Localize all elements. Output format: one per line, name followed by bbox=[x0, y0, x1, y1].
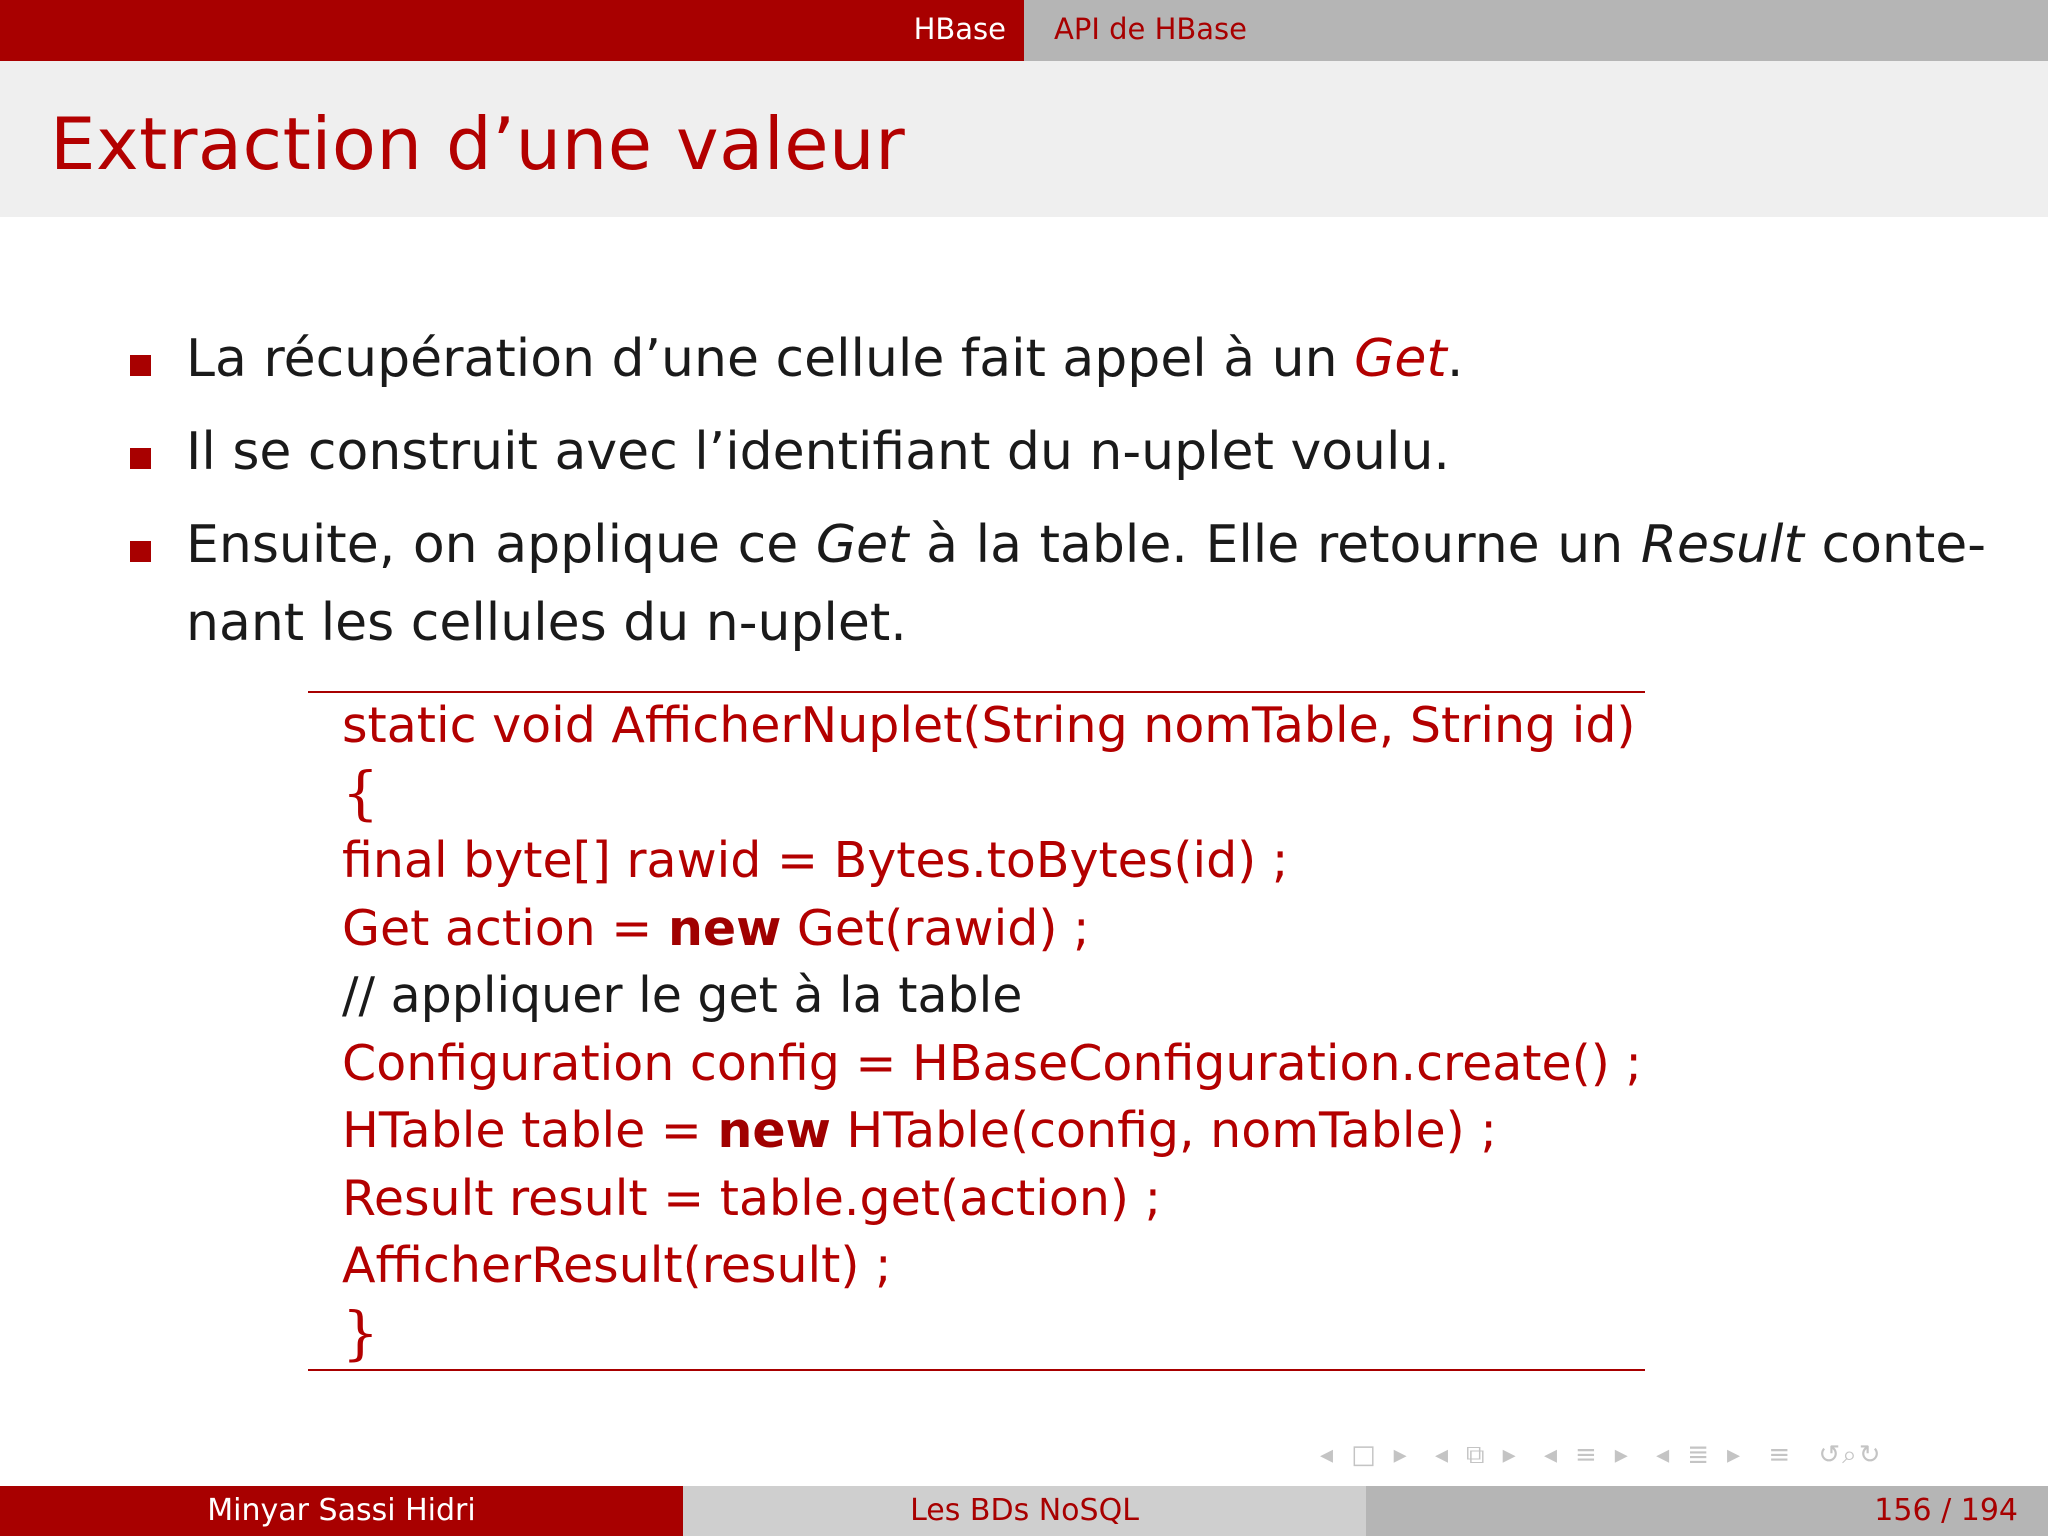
code-line bbox=[342, 1300, 1642, 1368]
code-line bbox=[342, 760, 1642, 828]
close-brace: } bbox=[342, 1298, 379, 1367]
code-text: HTable table = bbox=[342, 1102, 718, 1159]
code-text: HTable(config, nomTable) ; bbox=[830, 1102, 1497, 1159]
search-icon[interactable]: ↺⌕↻ bbox=[1818, 1440, 1883, 1470]
page-number: 156 / 194 bbox=[1874, 1493, 2018, 1528]
header-subsection-link[interactable]: API de HBase bbox=[1054, 12, 1247, 46]
document-icon[interactable]: ≣ bbox=[1687, 1440, 1711, 1470]
code-comment: // appliquer le get à la table bbox=[342, 967, 1023, 1024]
bullet-text bbox=[186, 506, 1986, 662]
bullet-line: nant les cellules du n-uplet. bbox=[186, 593, 907, 653]
open-brace: { bbox=[342, 758, 379, 827]
prev-frame-icon[interactable]: ◂ bbox=[1320, 1440, 1336, 1470]
code-line bbox=[342, 895, 1642, 963]
section-icon[interactable]: ≡ bbox=[1575, 1440, 1599, 1470]
code-text: Get(rawid) ; bbox=[781, 899, 1090, 957]
square-bullet-icon bbox=[130, 541, 151, 562]
prev-subsection-icon[interactable]: ◂ bbox=[1434, 1440, 1451, 1470]
next-document-icon[interactable]: ▸ bbox=[1726, 1440, 1743, 1470]
footer-author: Minyar Sassi Hidri bbox=[207, 1493, 476, 1528]
next-section-icon[interactable]: ▸ bbox=[1614, 1440, 1630, 1470]
square-bullet-icon bbox=[130, 448, 151, 469]
footer-author-area bbox=[0, 1486, 683, 1536]
bullet-text-part: La récupération d’une cellule fait appel à un bbox=[186, 329, 1355, 389]
footer-bar bbox=[0, 1486, 2048, 1536]
code-line: AfficherResult(result) ; bbox=[342, 1237, 892, 1294]
bullet-text bbox=[186, 320, 1986, 398]
bullet-line bbox=[186, 506, 1986, 584]
frame-title: Extraction d’une valeur bbox=[50, 102, 906, 186]
footer-title-area bbox=[683, 1486, 1366, 1536]
frame-icon[interactable]: □ bbox=[1351, 1440, 1378, 1470]
subsection-icon[interactable]: ⧉ bbox=[1466, 1440, 1487, 1470]
code-keyword: new bbox=[667, 899, 782, 957]
code-line: static void AfficherNuplet(String nomTable, String id) bbox=[342, 697, 1636, 754]
toc-icon[interactable]: ≡ bbox=[1768, 1440, 1793, 1470]
next-subsection-icon[interactable]: ▸ bbox=[1502, 1440, 1518, 1470]
bullet-text-part: Ensuite, on applique ce bbox=[186, 515, 816, 575]
prev-document-icon[interactable]: ◂ bbox=[1656, 1440, 1672, 1470]
code-line: Configuration config = HBaseConfiguration.create() ; bbox=[342, 1034, 1642, 1092]
footer-title: Les BDs NoSQL bbox=[910, 1493, 1139, 1528]
code-keyword: new bbox=[717, 1102, 831, 1159]
prev-section-icon[interactable]: ◂ bbox=[1543, 1440, 1559, 1470]
code-block bbox=[342, 692, 1642, 1367]
beamer-navigation-symbols bbox=[1320, 1440, 1899, 1470]
header-subsection-area bbox=[1024, 0, 2048, 61]
code-line: Result result = table.get(action) ; bbox=[342, 1169, 1162, 1227]
footer-pages-area bbox=[1366, 1486, 2048, 1536]
code-line: final byte[] rawid = Bytes.toBytes(id) ; bbox=[342, 832, 1289, 889]
header-section-area bbox=[0, 0, 1024, 61]
code-block-bottom-rule bbox=[308, 1369, 1645, 1371]
header-section-link[interactable]: HBase bbox=[913, 12, 1006, 46]
frame-title-band bbox=[0, 61, 2048, 217]
bullet-text-part: conte- bbox=[1803, 515, 1986, 575]
bullet-text-part: . bbox=[1446, 329, 1464, 389]
code-text: Get action = bbox=[342, 899, 668, 957]
bullet-emphasis: Get bbox=[815, 515, 909, 575]
bullet-emphasis: Result bbox=[1640, 515, 1804, 575]
code-line bbox=[342, 1097, 1642, 1165]
header-navigation-bar bbox=[0, 0, 2048, 61]
bullet-text-part: à la table. Elle retourne un bbox=[908, 515, 1641, 575]
square-bullet-icon bbox=[130, 355, 151, 376]
next-frame-icon[interactable]: ▸ bbox=[1393, 1440, 1409, 1470]
bullet-emphasis: Get bbox=[1354, 329, 1447, 389]
bullet-text: Il se construit avec l’identifiant du n-uplet voulu. bbox=[186, 422, 1450, 482]
